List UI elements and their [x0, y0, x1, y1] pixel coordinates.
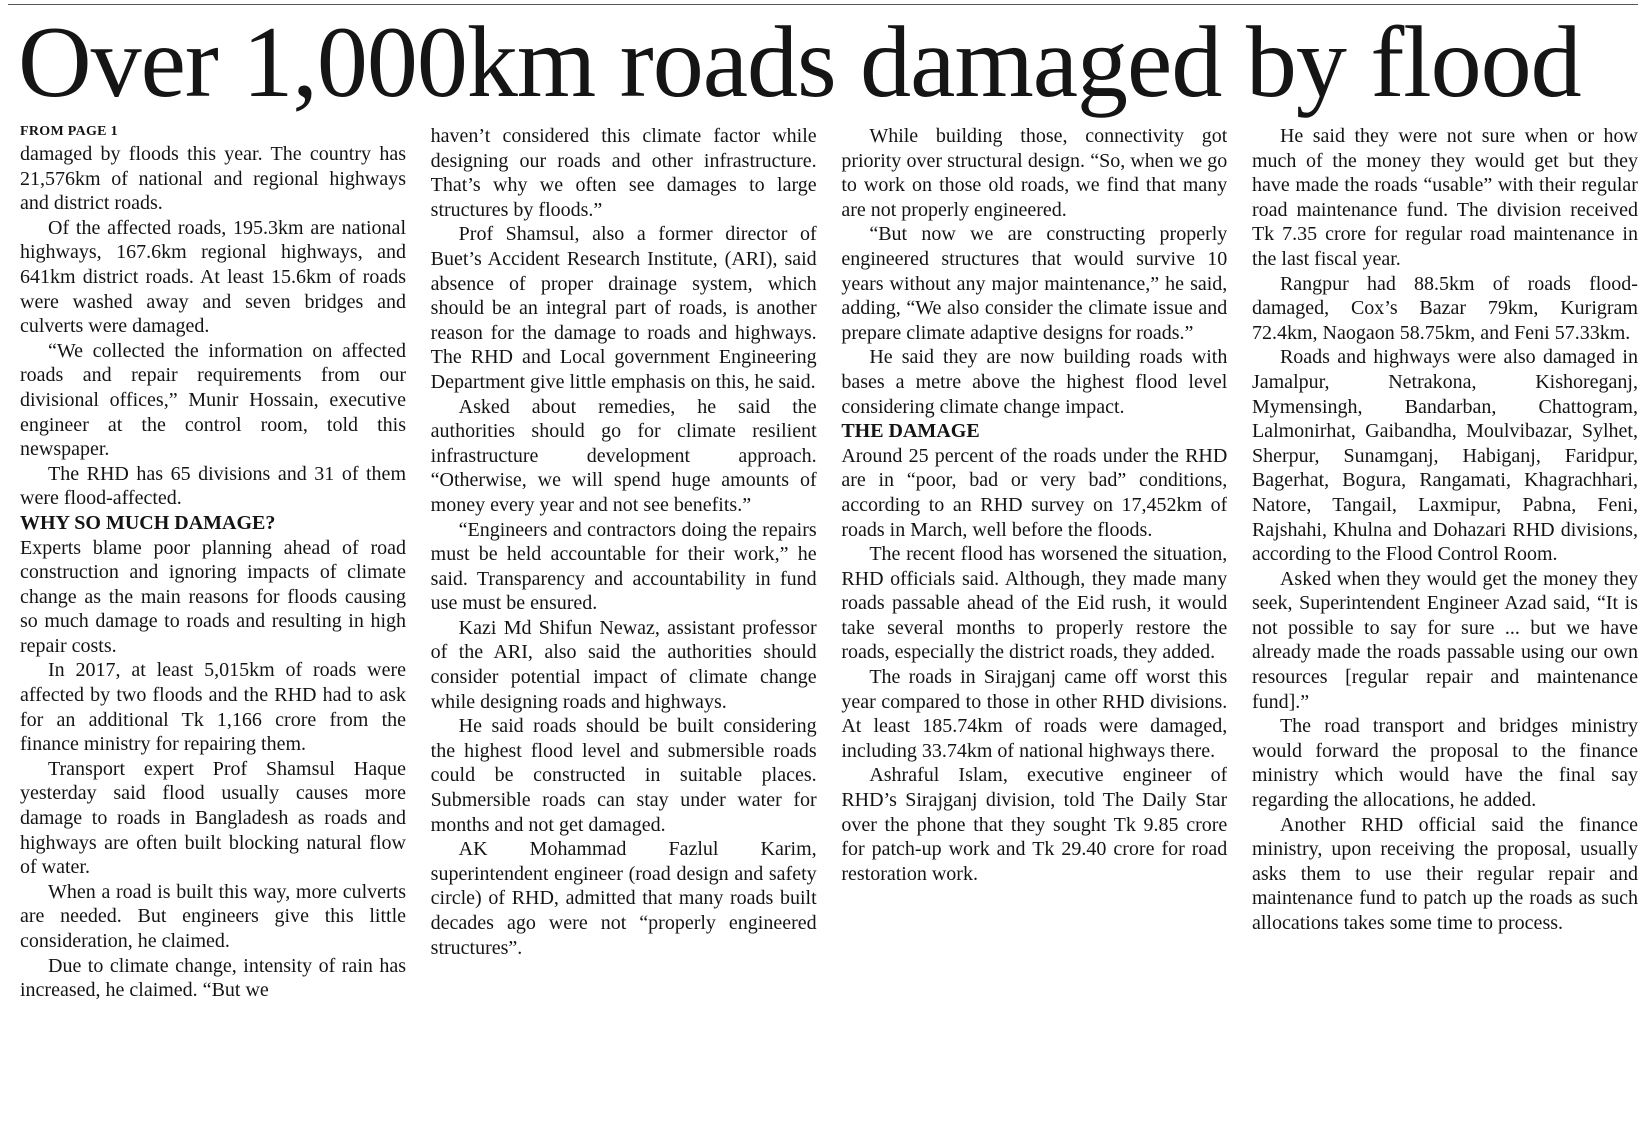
paragraph: The roads in Sirajganj came off worst this year compared to those in other RHD divisions. At least 185.74km of roads were damaged, including 33.74km of national highways there. [841, 666, 1228, 762]
paragraph: Experts blame poor planning ahead of road construction and ignoring impacts of climate change as the main reasons for floods causing so much damage to roads and resulting in high repair costs. [20, 536, 406, 657]
paragraph: haven’t considered this climate factor while designing our roads and other infrastructure. That’s why we often see damages to large structures by floods.” [430, 125, 817, 221]
paragraph: “Engineers and contractors doing the repairs must be held accountable for their work,” he said. Transparency and accountability in fund use must be ensured. [430, 518, 817, 615]
paragraph: “But now we are constructing properly engineered structures that would survive 10 years without any major maintenance,” he said, adding, “We also consider the climate issue and prepare climate adaptive designs for roads.” [841, 223, 1228, 344]
paragraph: Asked about remedies, he said the authorities should go for climate resilient infrastructure development approach. “Otherwise, we will spend huge amounts of money every year and not see benefits.” [430, 395, 817, 516]
paragraph: Prof Shamsul, also a former director of Buet’s Accident Research Institute, (ARI), said absence of proper drainage system, which should be an integral part of roads, is another reason for the damage to roads and highways. The RHD and Local government Engineering Department give little emphasis on this, he said. [430, 223, 817, 393]
paragraph: Roads and highways were also damaged in Jamalpur, Netrakona, Kishoreganj, Mymensingh, Bandarban, Chattogram, Lalmonirhat, Gaibandha, Moulvibazar, Sylhet, Sherpur, Sunamganj, Habiganj, Faridpur, Bagerhat, Bogura, Rangamati, Khagrachhari, Natore, Tangail, Laxmipur, Pabna, Feni, Rajshahi, Khulna and Dohazari RHD divisions, according to the Flood Control Room. [1251, 346, 1638, 566]
section-heading: THE DAMAGE [841, 420, 980, 443]
paragraph: In 2017, at least 5,015km of roads were affected by two floods and the RHD had to ask for an additional Tk 1,166 crore from the finance ministry for repairing them. [20, 659, 406, 756]
paragraph: When a road is built this way, more culverts are needed. But engineers give this little consideration, he claimed. [20, 880, 406, 952]
from-page-kicker: FROM PAGE 1 [20, 124, 118, 139]
paragraph: damaged by floods this year. The country has 21,576km of national and regional highways and district roads. [20, 143, 406, 215]
paragraph: “We collected the information on affected roads and repair requirements from our divisional offices,” Munir Hossain, executive engineer at the control room, told this newspaper. [20, 339, 406, 461]
paragraph: Ashraful Islam, executive engineer of RHD’s Sirajganj division, told The Daily Star over the phone that they sought Tk 9.85 crore for patch-up work and Tk 29.40 crore for road restoration work. [841, 764, 1228, 885]
section-heading: WHY SO MUCH DAMAGE? [20, 511, 276, 534]
column-2 [431, 124, 817, 1124]
headline: Over 1,000km roads damaged by flood [18, 6, 1581, 119]
article-body [20, 124, 1638, 1124]
paragraph: The road transport and bridges ministry would forward the proposal to the finance ministry which would have the final say regarding the allocations, he added. [1251, 715, 1638, 812]
paragraph: Due to climate change, intensity of rain has increased, he claimed. “But we [20, 954, 406, 1002]
paragraph: While building those, connectivity got priority over structural design. “So, when we go to work on those old roads, we find that many are not properly engineered. [841, 125, 1228, 221]
column-3 [841, 124, 1227, 1124]
paragraph: Asked when they would get the money they seek, Superintendent Engineer Azad said, “It is not possible to say for sure ... but we have already made the roads passable using our own resources [regular repair and maintenance fund].” [1251, 567, 1638, 713]
paragraph: He said they are now building roads with bases a metre above the highest flood level considering climate change impact. [841, 346, 1228, 418]
paragraph: Transport expert Prof Shamsul Haque yesterday said flood usually causes more damage to roads in Bangladesh as roads and highways are often built blocking natural flow of water. [20, 757, 406, 879]
top-rule [8, 4, 1638, 5]
paragraph: Rangpur had 88.5km of roads flood-damaged, Cox’s Bazar 79km, Kurigram 72.4km, Naogaon 58.75km, and Feni 57.33km. [1251, 272, 1638, 344]
paragraph: Kazi Md Shifun Newaz, assistant professor of the ARI, also said the authorities should consider potential impact of climate change while designing roads and highways. [430, 616, 817, 713]
column-1 [20, 124, 406, 1124]
paragraph: Another RHD official said the finance ministry, upon receiving the proposal, usually asks them to use their regular repair and maintenance fund to patch up the roads as such allocations takes some time to process. [1251, 813, 1638, 934]
paragraph: The RHD has 65 divisions and 31 of them were flood-affected. [20, 462, 406, 510]
column-4 [1252, 124, 1638, 1124]
paragraph: AK Mohammad Fazlul Karim, superintendent engineer (road design and safety circle) of RHD, admitted that many roads built decades ago were not “properly engineered structures”. [430, 838, 817, 959]
paragraph: Around 25 percent of the roads under the RHD are in “poor, bad or very bad” conditions, according to an RHD survey on 17,452km of roads in March, well before the floods. [841, 444, 1228, 541]
paragraph: He said roads should be built considering the highest flood level and submersible roads could be constructed in suitable places. Submersible roads can stay under water for months and not get damaged. [430, 715, 817, 836]
paragraph: He said they were not sure when or how much of the money they would get but they have made the roads “usable” with their regular road maintenance fund. The division received Tk 7.35 crore for regular road maintenance in the last fiscal year. [1251, 125, 1638, 270]
paragraph: Of the affected roads, 195.3km are national highways, 167.6km regional highways, and 641km district roads. At least 15.6km of roads were washed away and seven bridges and culverts were damaged. [20, 216, 406, 338]
paragraph: The recent flood has worsened the situation, RHD officials said. Although, they made many roads passable ahead of the Eid rush, it would take several months to properly restore the roads, especially the district roads, they added. [841, 543, 1228, 664]
